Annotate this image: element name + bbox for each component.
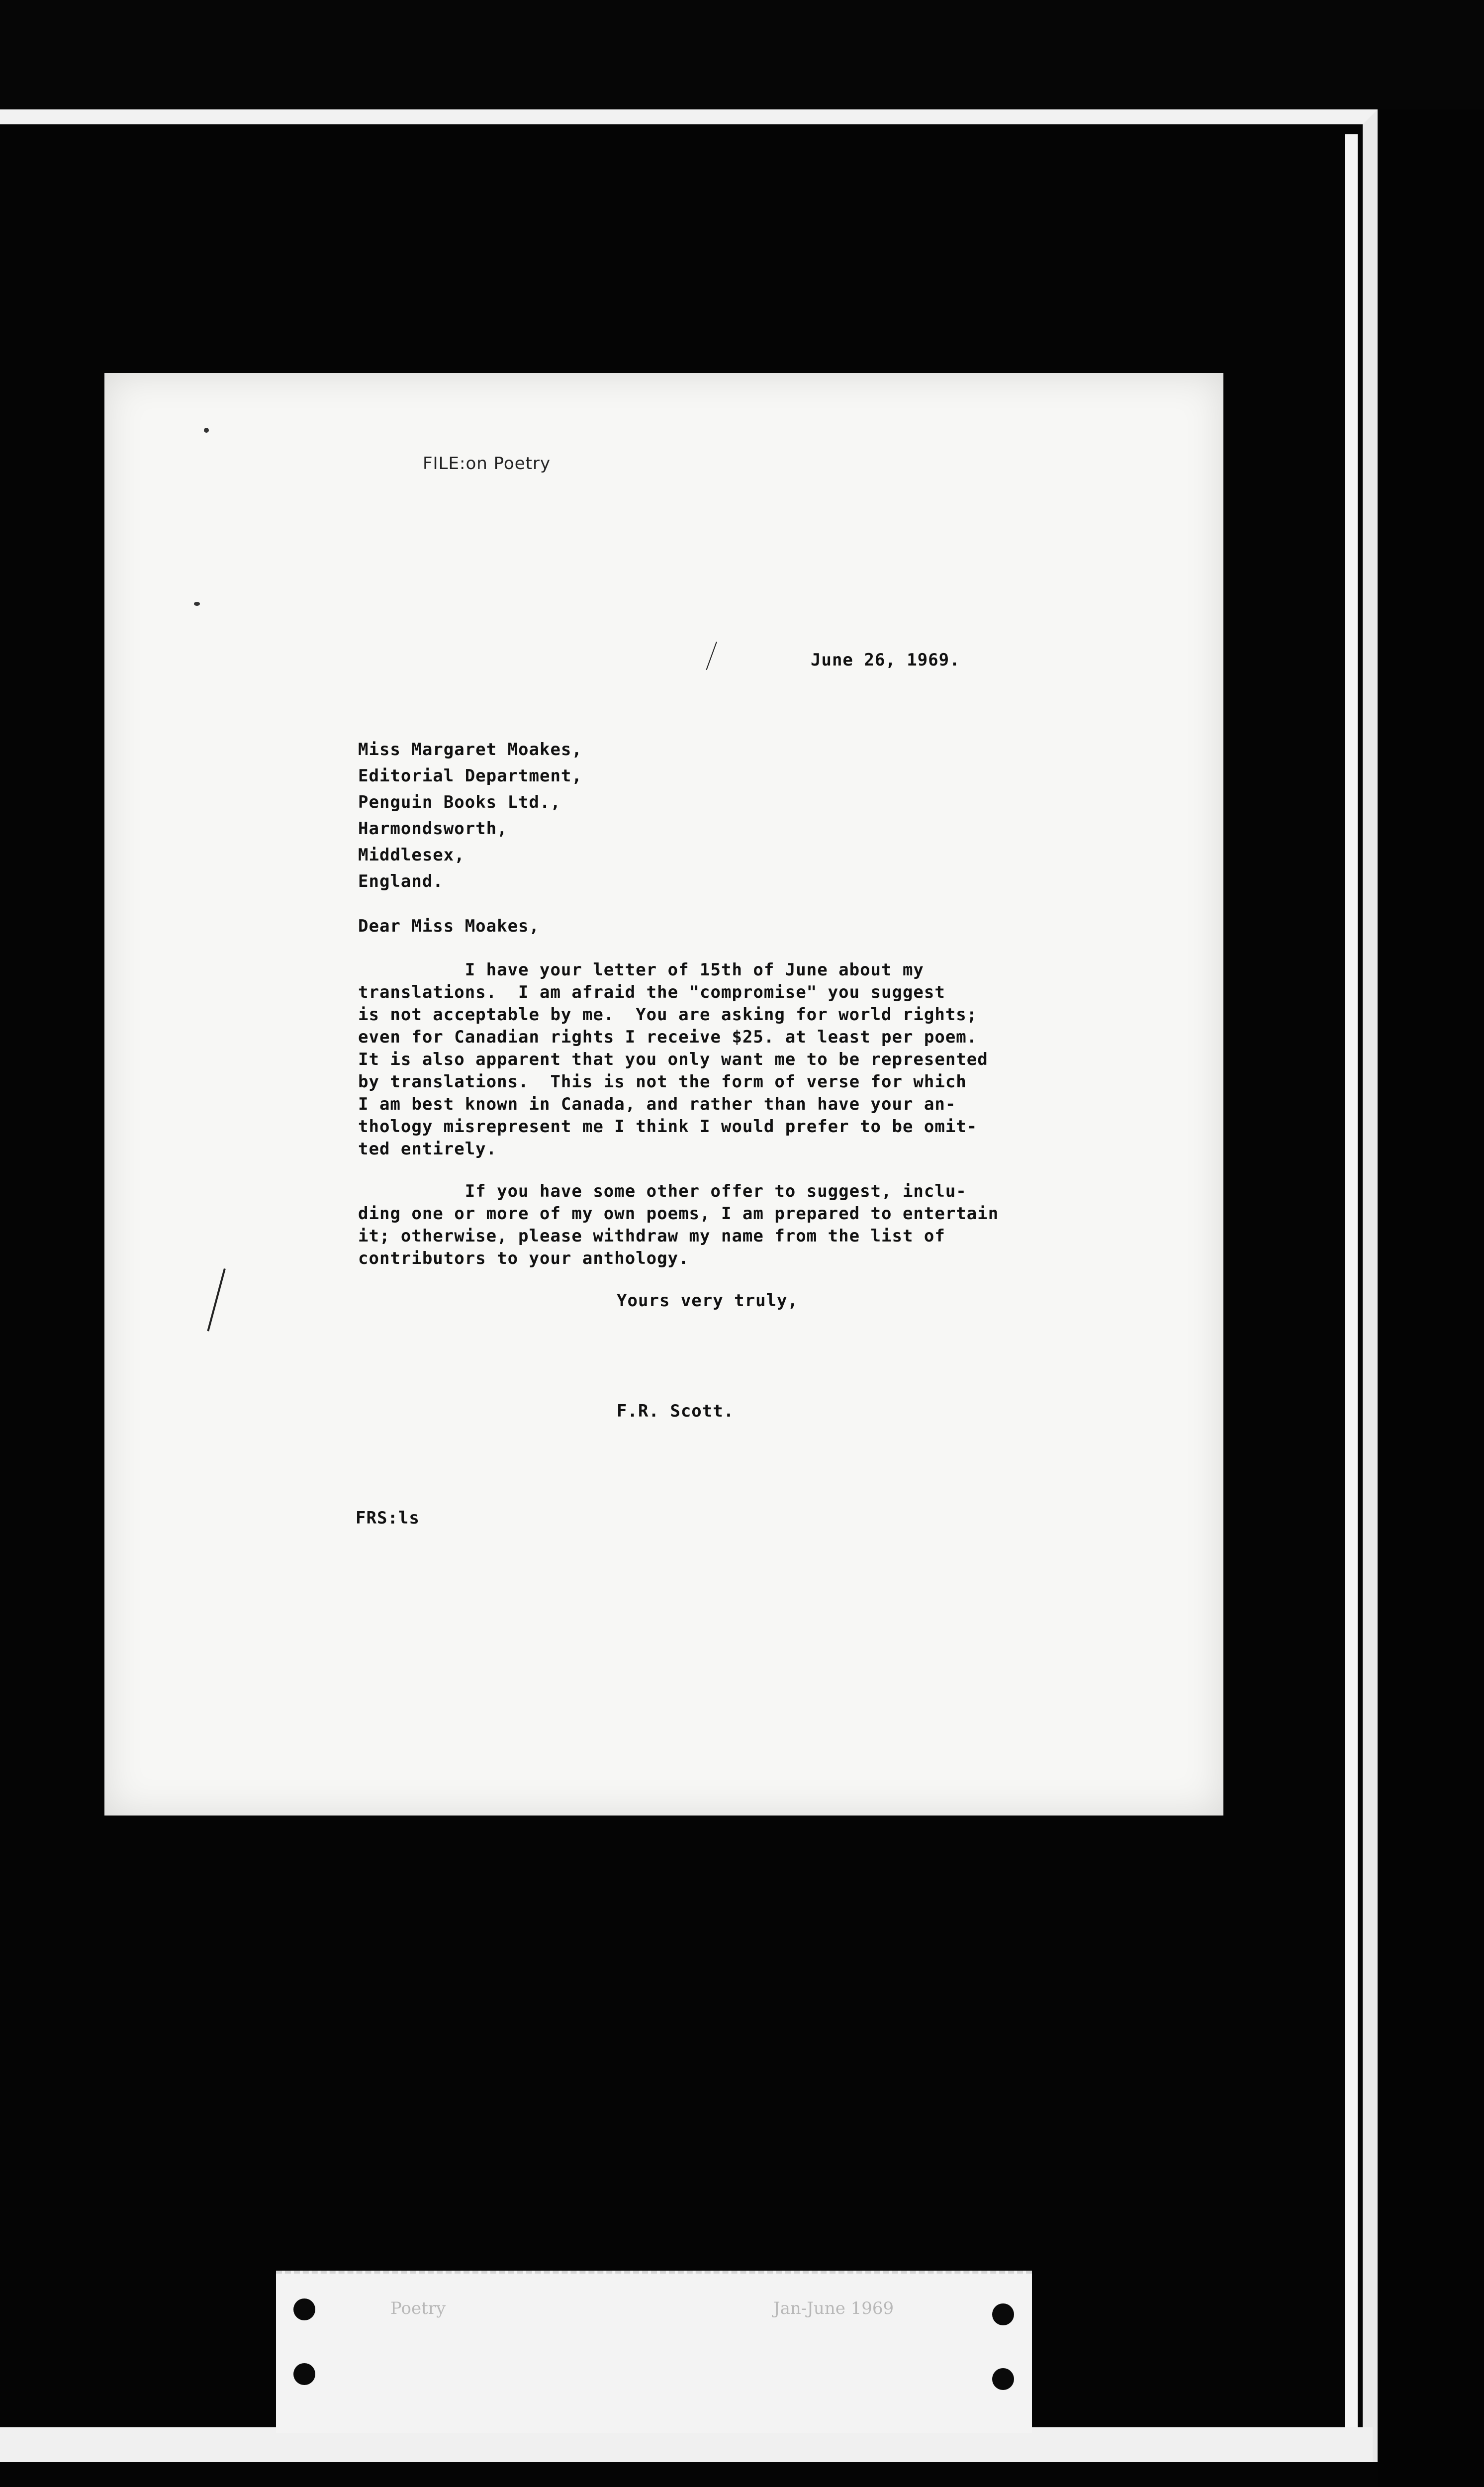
body-line: ted entirely.	[358, 1139, 497, 1159]
body-line: even for Canadian rights I receive $25. at least per poem.	[358, 1027, 978, 1047]
address-line: Penguin Books Ltd.,	[358, 792, 561, 812]
address-line: Middlesex,	[358, 845, 465, 865]
punch-hole	[293, 2363, 315, 2385]
body-line: it; otherwise, please withdraw my name from the list of	[358, 1226, 945, 1246]
address-line: Editorial Department,	[358, 766, 582, 786]
film-right-strip	[1378, 109, 1484, 2487]
body-line: by translations. This is not the form of verse for which	[358, 1072, 967, 1092]
signature: F.R. Scott.	[617, 1401, 735, 1421]
letter-page	[104, 373, 1223, 1816]
film-edge	[1345, 134, 1358, 2447]
dust-speck	[194, 602, 200, 606]
address-line: England.	[358, 871, 444, 891]
dust-speck	[204, 428, 209, 433]
typist-initials: FRS:ls	[356, 1508, 420, 1528]
film-scratch	[207, 1268, 226, 1332]
body-line: I am best known in Canada, and rather than have your an-	[358, 1094, 956, 1114]
body-line: contributors to your anthology.	[358, 1248, 689, 1268]
punch-hole	[293, 2298, 315, 2320]
closing: Yours very truly,	[617, 1291, 798, 1311]
film-scratch	[706, 642, 717, 670]
body-line: is not acceptable by me. You are asking for world rights;	[358, 1005, 978, 1025]
punch-hole	[992, 2303, 1014, 2325]
address-line: Harmondsworth,	[358, 819, 508, 839]
letter-date: June 26, 1969.	[811, 650, 960, 670]
body-line: If you have some other offer to suggest, inclu-	[358, 1181, 967, 1201]
body-line: ding one or more of my own poems, I am prepared to entertain	[358, 1204, 999, 1224]
body-line: translations. I am afraid the "compromise" you suggest	[358, 982, 945, 1002]
salutation: Dear Miss Moakes,	[358, 916, 540, 936]
card-label-subject: Poetry	[390, 2298, 446, 2318]
body-line: It is also apparent that you only want me to be represented	[358, 1050, 988, 1069]
body-line: I have your letter of 15th of June about my	[358, 960, 924, 980]
file-index-card	[276, 2271, 1032, 2433]
file-label: FILE:on Poetry	[423, 454, 551, 474]
punch-hole	[992, 2368, 1014, 2390]
address-line: Miss Margaret Moakes,	[358, 740, 582, 760]
body-line: thology misrepresent me I think I would prefer to be omit-	[358, 1117, 978, 1137]
film-frame-top	[0, 0, 1484, 109]
card-label-date-range: Jan-June 1969	[773, 2298, 894, 2318]
